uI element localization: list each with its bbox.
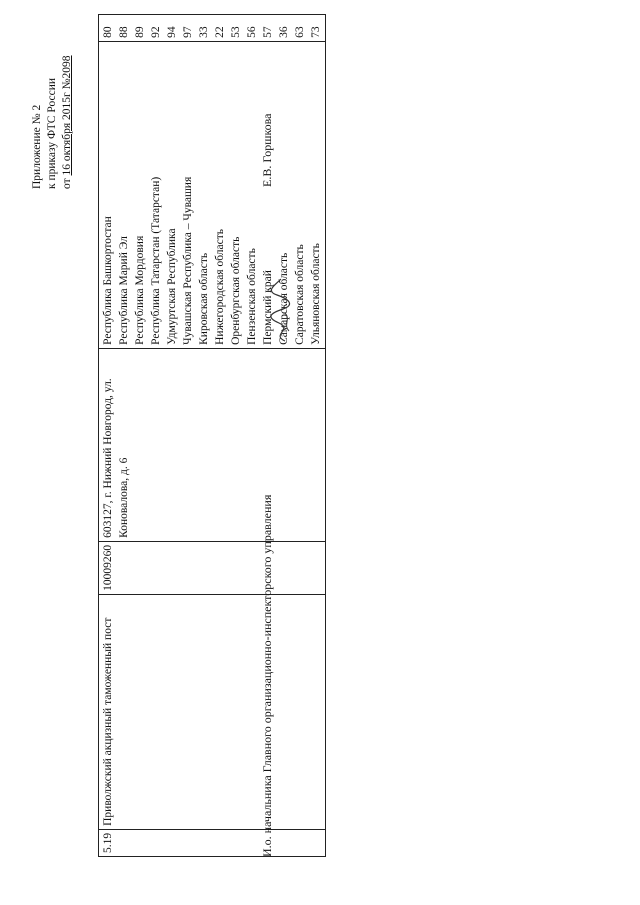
region-code: 80 <box>102 26 114 38</box>
region-name: Чувашская Республика – Чувашия <box>182 176 194 345</box>
appendix-title: Приложение № 2 <box>31 104 43 189</box>
signatory-name: Е.В. Горшкова <box>260 113 274 187</box>
post-address: 603127, г. Нижний Новгород, ул. Коновалова, д. 6 <box>99 348 326 541</box>
region-code: 63 <box>294 26 306 38</box>
region-code: 94 <box>166 26 178 38</box>
region-name: Республика Башкортостан <box>102 216 114 345</box>
region-name: Ульяновская область <box>310 243 322 345</box>
order-date-prefix: от <box>61 178 73 189</box>
customs-post-table <box>98 14 326 857</box>
table-row <box>99 14 326 856</box>
region-name: Оренбургская область <box>230 236 242 345</box>
region-name: Республика Татарстан (Татарстан) <box>150 176 162 345</box>
handwritten-signature <box>265 275 295 345</box>
region-name: Республика Мордовия <box>134 235 146 345</box>
region-code: 88 <box>118 26 130 38</box>
order-reference: к приказу ФТС России <box>46 78 58 189</box>
post-code: 10009260 <box>99 541 326 594</box>
region-name: Нижегородская область <box>214 228 226 345</box>
region-code: 22 <box>214 26 226 38</box>
region-name: Кировская область <box>198 252 210 345</box>
region-name: Пермский край <box>262 270 274 345</box>
post-name: Приволжский акцизный таможенный пост <box>99 594 326 829</box>
region-code: 53 <box>230 26 242 38</box>
order-date-line <box>60 0 75 189</box>
region-name: Пензенская область <box>246 248 258 345</box>
region-codes-cell <box>99 14 326 41</box>
region-code: 92 <box>150 26 162 38</box>
region-code: 97 <box>182 26 194 38</box>
region-name: Удмуртская Республика <box>166 228 178 345</box>
region-code: 89 <box>134 26 146 38</box>
order-date-value: 16 октября 2015г №2098 <box>61 55 73 176</box>
appendix-header <box>30 0 75 189</box>
region-name: Саратовская область <box>294 244 306 345</box>
region-code: 33 <box>198 26 210 38</box>
region-code: 57 <box>262 26 274 38</box>
region-code: 73 <box>310 26 322 38</box>
row-number: 5.19 <box>99 829 326 856</box>
region-code: 36 <box>278 26 290 38</box>
region-name: Самарская область <box>278 252 290 345</box>
region-code: 56 <box>246 26 258 38</box>
signatory-position: И.о. начальника Главного организационно-инспекторского управления <box>260 494 274 857</box>
region-name: Республика Марий Эл <box>118 236 130 345</box>
